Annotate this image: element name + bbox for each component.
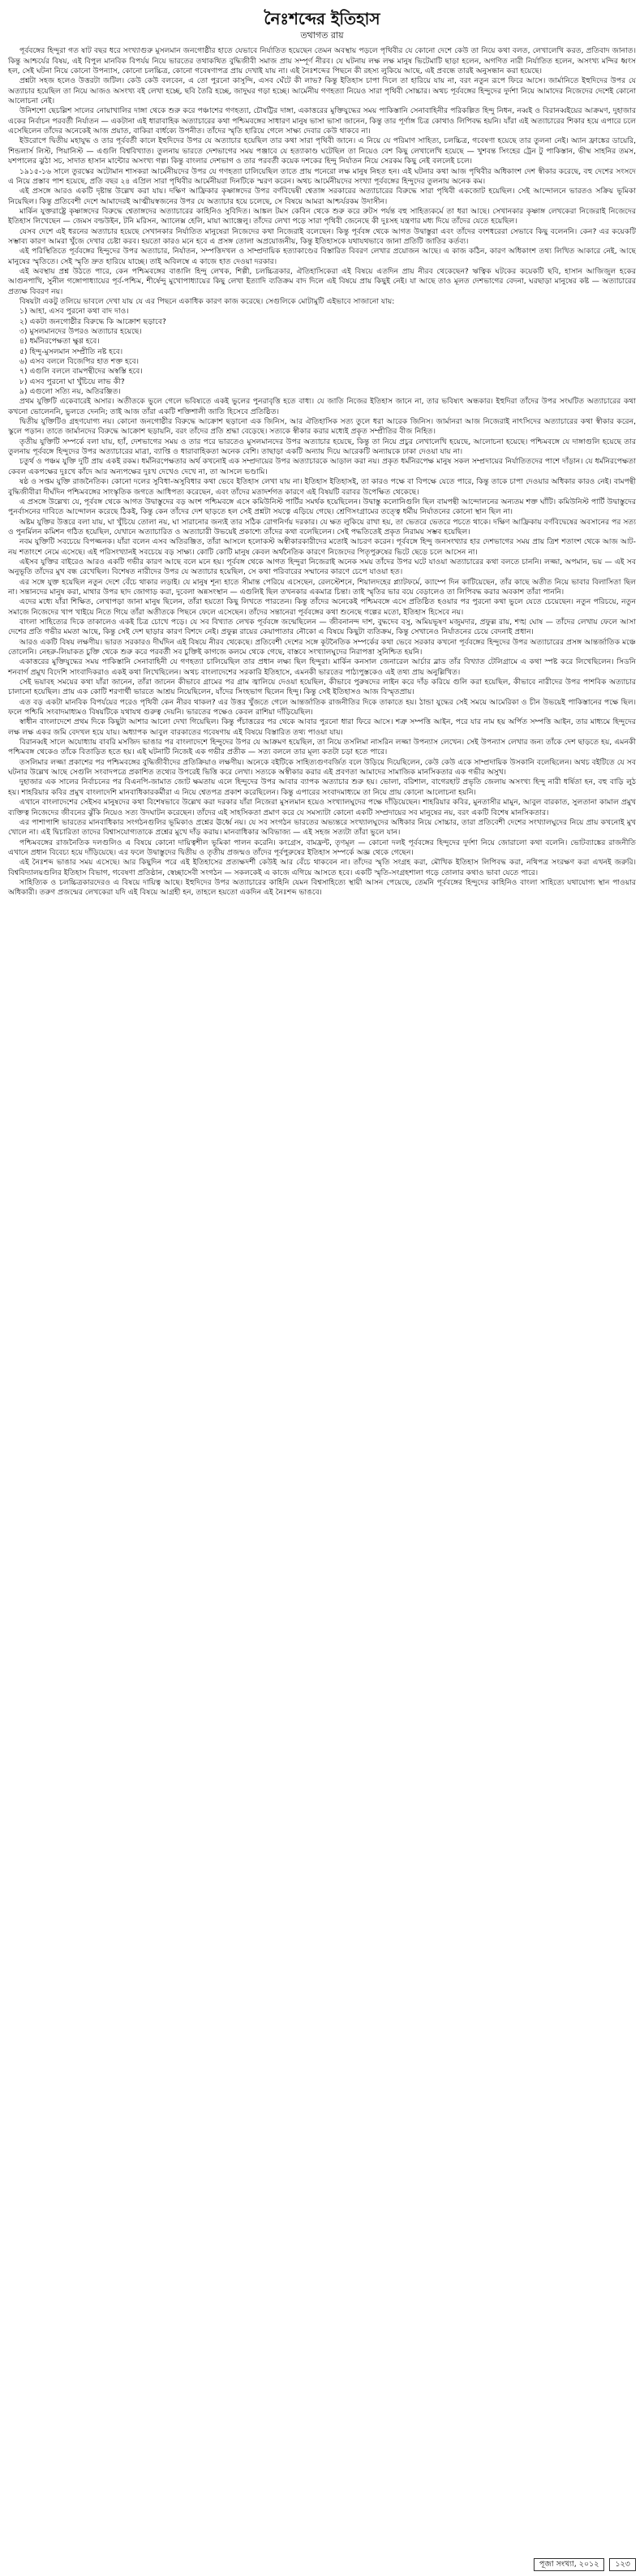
paragraph: দ্বিতীয় যুক্তিটিও গ্রহণযোগ্য নয়। কোনো জনগোষ্ঠীর বিরুদ্ধে আক্রোশ ছড়ানো এক জিনিস, আর ঐতিহাসিক সত্য তুলে ধরা আরেক জিনিস। জার্মানরা আজ নিজেরাই নাৎসিদের অত্যাচারের কথা স্বীকার করেন, স্কুলে পড়ান। তাতে জার্মানদের বিরুদ্ধে আক্রোশ ছড়ায়নি, বরং তাঁদের প্রতি শ্রদ্ধা বেড়েছে। সত্যকে স্বীকার করার মধ্যেই প্রকৃত সম্প্রীতির বীজ নিহিত। — [8, 417, 636, 437]
list-item: ৮) এসব পুরনো ঘা খুঁচিয়ে লাভ কী? — [19, 377, 125, 386]
paragraph: যেসব দেশে এই ধরনের অত্যাচার হয়েছে সেখানকার নির্যাতিত মানুষেরা নিজেদের কথা নিজেরাই বলেছেন। কিন্তু পূর্ববঙ্গ থেকে আগত উদ্বাস্তুরা এবং তাঁদের বংশধরেরা সেভাবে কিছু বলেননি। কেন? এর কয়েকটি সম্ভাব্য কারণ আমরা খুঁজে দেখার চেষ্টা করব। হয়তো কারও মনে হবে এ প্রসঙ্গ তোলা অপ্রয়োজনীয়, কিন্তু ইতিহাসকে যথাযথভাবে জানা প্রতিটি জাতির কর্তব্য। — [8, 226, 636, 246]
paragraph: এদের মধ্যে যাঁরা শিক্ষিত, লেখাপড়া জানা মানুষ ছিলেন, তাঁরা হয়তো কিছু লিখতে পারতেন। কিন্তু তাঁদের অনেকেই পশ্চিমবঙ্গে এসে প্রতিষ্ঠিত হওয়ার পর পুরনো কথা ভুলে যেতে চেয়েছেন। নতুন পরিচয়ে, নতুন সমাজে নিজেদের খাপ খাইয়ে নিতে গিয়ে তাঁরা অতীতকে পিছনে ফেলে এসেছেন। তাঁদের সন্তানেরা পূর্ববঙ্গের কথা শুনেছে গল্পের মতো, ইতিহাস হিসেবে নয়। — [8, 597, 636, 617]
paragraph: এই প্রসঙ্গে আরও একটি দৃষ্টান্ত উল্লেখ করা যায়। দক্ষিণ আফ্রিকার কৃষ্ণাঙ্গদের উপর বর্ণবিদ্বেষী শ্বেতাঙ্গ সরকারের অত্যাচারের বিরুদ্ধে সারা পৃথিবী একজোট হয়েছিল। সেই আন্দোলনে ভারতও সক্রিয় ভূমিকা নিয়েছিল। কিন্তু প্রতিবেশী দেশে আমাদেরই আত্মীয়স্বজনের উপর যে অত্যাচার হয়ে চলেছে, সে বিষয়ে আমরা আশ্চর্যরকম উদাসীন। — [8, 187, 636, 206]
paragraph: তৃতীয় যুক্তিটি সম্পর্কে বলা যায়, হ্যাঁ, দেশভাগের সময় ও তার পরে ভারতেও মুসলমানদের উপর অত্যাচার হয়েছে, কিন্তু তা নিয়ে প্রচুর লেখালেখি হয়েছে, আলোচনা হয়েছে। পশ্চিমবঙ্গে যে দাঙ্গাগুলি হয়েছে তার তুলনায় পূর্ববঙ্গে হিন্দুদের উপর অত্যাচারের মাত্রা, ব্যাপ্তি ও ধারাবাহিকতা অনেক বেশি। তাছাড়া একটি অন্যায় দিয়ে আরেকটি অন্যায়কে ঢাকা দেওয়া যায় না। — [8, 437, 636, 457]
list-item: ৫) হিন্দু-মুসলমান সম্প্রীতি নষ্ট হবে। — [19, 347, 123, 356]
list-item: ৩) মুসলমানদের উপরও অত্যাচার হয়েছে। — [19, 327, 142, 337]
paragraph: এই অবস্থায় প্রশ্ন উঠতে পারে, কেন পশ্চিমবঙ্গের বাঙালি হিন্দু লেখক, শিল্পী, চলচ্চিত্রকার, ঐতিহাসিকেরা এই বিষয়ে এতদিন প্রায় নীরব থেকেছেন? ঋত্বিক ঘটকের কয়েকটি ছবি, হাসান আজিজুল হকের আগুনপাখি, সুনীল গঙ্গোপাধ্যায়ের পূর্ব-পশ্চিম, শীর্ষেন্দু মুখোপাধ্যায়ের কিছু লেখা ইত্যাদি ব্যতিক্রম বাদ দিলে এই বিষয়ে প্রায় কিছুই নেই। যা আছে তাও মূলত দেশভাগের বেদনা, ঘরছাড়া মানুষের কষ্ট — অত্যাচারের প্রত্যক্ষ বিবরণ নয়। — [8, 266, 636, 296]
paragraph: ষষ্ঠ ও সপ্তম যুক্তি রাজনৈতিক। কোনো দলের সুবিধা-অসুবিধার কথা ভেবে ইতিহাস লেখা যায় না। ইতিহাস ইতিহাসই, তা কারও পক্ষে বা বিপক্ষে যেতে পারে, কিন্তু তাকে চাপা দেওয়ার অধিকার কারও নেই। বামপন্থী বুদ্ধিজীবীরা দীর্ঘদিন পশ্চিমবঙ্গের সাংস্কৃতিক জগতে আধিপত্য করেছেন, এবং তাঁদের মতাদর্শগত কারণে এই বিষয়টি বরাবর উপেক্ষিত থেকেছে। — [8, 477, 636, 497]
paragraph: এর পাশাপাশি ভারতের মানবাধিকার সংগঠনগুলির ভূমিকাও প্রশ্নের ঊর্ধ্বে নয়। যে সব সংগঠন ভারতের অভ্যন্তরে সংখ্যালঘুদের অধিকার নিয়ে সোচ্চার, তারা প্রতিবেশী দেশের সংখ্যালঘুদের নিয়ে প্রায় কখনোই মুখ খোলে না। এই দ্বিচারিতা তাদের বিশ্বাসযোগ্যতাকে প্রশ্নের মুখে দাঁড় করায়। মানবাধিকার অবিভাজ্য — এই সহজ সত্যটা তাঁরা ভুলে যান। — [8, 817, 636, 838]
paragraph: পশ্চিমবঙ্গের রাজনৈতিক দলগুলিও এ বিষয়ে কোনো দায়িত্বশীল ভূমিকা পালন করেনি। কংগ্রেস, বামফ্রন্ট, তৃণমূল — কোনো দলই পূর্ববঙ্গের হিন্দুদের দুর্দশা নিয়ে জোরালো কথা বলেনি। ভোটব্যাঙ্কের রাজনীতি এখানে প্রধান বিবেচ্য হয়ে দাঁড়িয়েছে। এর ফলে উদ্বাস্তুদের দ্বিতীয় ও তৃতীয় প্রজন্মও তাঁদের পূর্বপুরুষের ইতিহাস সম্পর্কে অজ্ঞ থেকে গেছেন। — [8, 838, 636, 857]
paragraph: পূর্ববঙ্গের হিন্দুরা গত ষাট বছর ধরে সংখ্যাগুরু মুসলমান জনগোষ্ঠীর হাতে যেভাবে নির্যাতিত হয়েছেন তেমন অবস্থায় পড়লে পৃথিবীর যে কোনো দেশে কেউ তা নিয়ে কথা বলত, লেখালেখি করত, প্রতিবাদ জানাত। কিন্তু আশ্চর্যের বিষয়, এই বিপুল মানবিক বিপর্যয় নিয়ে ভারতের তথাকথিত বুদ্ধিজীবী সমাজ প্রায় সম্পূর্ণ নীরব। যে ঘটনায় লক্ষ লক্ষ মানুষ ভিটেমাটি ছাড়া হলেন, অগণিত নারী নির্যাতিত হলেন, অসংখ্য মন্দির ধ্বংস হল, সেই ঘটনা নিয়ে কোনো উপন্যাস, কোনো চলচ্চিত্র, কোনো গবেষণাপত্র প্রায় দেখাই যায় না। এই নৈঃশব্দের পিছনে কী রহস্য লুকিয়ে আছে, এই প্রবন্ধে তারই অনুসন্ধান করা হয়েছে। — [8, 46, 636, 76]
paragraph: সেই ভয়াবহ সময়ের কথা যাঁরা জানেন, তাঁরা জানেন কীভাবে গ্রামের পর গ্রাম জ্বালিয়ে দেওয়া হয়েছিল, কীভাবে পুরুষদের লাইন করে দাঁড় করিয়ে গুলি করা হয়েছিল, কীভাবে নারীদের উপর পাশবিক অত্যাচার চালানো হয়েছিল। প্রায় এক কোটি শরণার্থী ভারতে আশ্রয় নিয়েছিলেন, যাঁদের সিংহভাগ ছিলেন হিন্দু। কিন্তু সেই ইতিহাসও আজ বিস্মৃতপ্রায়। — [8, 678, 636, 697]
publication-label: পূজা সংখ্যা, ২০১২ — [534, 2558, 605, 2571]
list-item: ৪) ধর্মনিরপেক্ষতা ক্ষুণ্ণ হবে। — [19, 337, 100, 347]
paragraph: মার্কিন যুক্তরাষ্ট্রে কৃষ্ণাঙ্গদের বিরুদ্ধে শ্বেতাঙ্গদের অত্যাচারের কাহিনিও সুবিদিত। আঙ্কল টমস কেবিন থেকে শুরু করে রুটস পর্যন্ত বহু সাহিত্যকর্মে তা ধরা আছে। সেখানকার কৃষ্ণাঙ্গ লেখকেরা নিজেরাই নিজেদের ইতিহাস লিখেছেন — জেমস বল্ডউইন, টনি মরিসন, অ্যালেক্স হেলি, মায়া অ্যাঞ্জেলু। তাঁদের লেখা পড়ে সারা পৃথিবী জেনেছে কী দুঃসহ যন্ত্রণার মধ্য দিয়ে তাঁদের যেতে হয়েছিল। — [8, 206, 636, 226]
paragraph: আরও একটি বিষয় লক্ষণীয়। ভারত সরকারও দীর্ঘদিন এই বিষয়ে নীরব থেকেছে। প্রতিবেশী দেশের সঙ্গে কূটনৈতিক সম্পর্কের কথা ভেবে সরকার কখনো পূর্ববঙ্গের হিন্দুদের উপর অত্যাচারের প্রসঙ্গ আন্তর্জাতিক মঞ্চে তোলেনি। নেহরু-লিয়াকত চুক্তি থেকে শুরু করে পরবর্তী সব চুক্তিই কাগজে কলমে থেকে গেছে, বাস্তবে সংখ্যালঘুদের নিরাপত্তা সুনিশ্চিত হয়নি। — [8, 637, 636, 657]
reasons-list — [8, 307, 636, 397]
paragraph: এর সঙ্গে যুক্ত হয়েছিল নতুন দেশে বেঁচে থাকার লড়াই। যে মানুষ শূন্য হাতে সীমান্ত পেরিয়ে এসেছেন, রেলস্টেশনে, শিয়ালদহের প্ল্যাটফর্মে, ক্যাম্পে দিন কাটিয়েছেন, তাঁর কাছে অতীত নিয়ে ভাবার বিলাসিতা ছিল না। সন্তানদের মানুষ করা, মাথার উপর ছাদ জোগাড় করা, দুবেলা অন্নসংস্থান — এগুলিই ছিল তখনকার একমাত্র চিন্তা। তাই স্মৃতির ভার বয়ে বেড়ালেও তা লিপিবদ্ধ করার অবকাশ তাঁরা পাননি। — [8, 577, 636, 597]
paragraph: একাত্তরের মুক্তিযুদ্ধের সময় পাকিস্তানি সেনাবাহিনী যে গণহত্যা চালিয়েছিল তার প্রধান লক্ষ্য ছিল হিন্দুরা। মার্কিন কনসাল জেনারেল আর্চার ব্লাড তাঁর বিখ্যাত টেলিগ্রামে এ কথা স্পষ্ট করে লিখেছিলেন। সিডনি শনবার্গ প্রমুখ বিদেশি সাংবাদিকরাও একই কথা লিখেছিলেন। অথচ বাংলাদেশের সরকারি ইতিহাসে, এমনকী ভারতের পাঠ্যপুস্তকেও এই তথ্য প্রায় অনুল্লিখিত। — [8, 657, 636, 677]
page-footer — [8, 2558, 636, 2571]
paragraph: বাংলা সাহিত্যের দিকে তাকালেও একই চিত্র চোখে পড়ে। যে সব বিখ্যাত লেখক পূর্ববঙ্গে জন্মেছিলেন — জীবনানন্দ দাশ, বুদ্ধদেব বসু, অমিয়ভূষণ মজুমদার, প্রফুল্ল রায়, শঙ্খ ঘোষ — তাঁদের লেখায় ফেলে আসা দেশের প্রতি গভীর মমতা আছে, কিন্তু সেই দেশ ছাড়ার কারণ বিশদে নেই। প্রফুল্ল রায়ের কেয়াপাতার নৌকো এ বিষয়ে কিছুটা ব্যতিক্রম, কিন্তু সেখানেও নির্যাতনের চেয়ে বেদনাই প্রধান। — [8, 617, 636, 637]
paragraph: এত বড় একটা মানবিক বিপর্যয়ের পরেও পৃথিবী কেন নীরব থাকল? এর উত্তর খুঁজতে গেলে আন্তর্জাতিক রাজনীতির দিকে তাকাতে হয়। ঠান্ডা যুদ্ধের সেই সময়ে আমেরিকা ও চীন উভয়েই পাকিস্তানের পক্ষে ছিল। ফলে পশ্চিমি সংবাদমাধ্যমও বিষয়টিকে যথাযথ গুরুত্ব দেয়নি। ভারতের পক্ষেও কেবল রাশিয়া দাঁড়িয়েছিল। — [8, 697, 636, 717]
paragraph: এই নৈঃশব্দ ভাঙার সময় এসেছে। আর কিছুদিন পরে এই ইতিহাসের প্রত্যক্ষদর্শী কেউই আর বেঁচে থাকবেন না। তাঁদের স্মৃতি সংগ্রহ করা, মৌখিক ইতিহাস লিপিবদ্ধ করা, নথিপত্র সংরক্ষণ করা এখনই জরুরি। বিশ্ববিদ্যালয়গুলির ইতিহাস বিভাগ, গবেষণা প্রতিষ্ঠান, স্বেচ্ছাসেবী সংগঠন — সকলকেই এ কাজে এগিয়ে আসতে হবে। একটি স্মৃতি-সংগ্রহশালা গড়ে তোলার কথাও ভাবা যেতে পারে। — [8, 858, 636, 877]
article-body — [8, 46, 636, 898]
paragraph: চতুর্থ ও পঞ্চম যুক্তি দুটি প্রায় একই রকম। ধর্মনিরপেক্ষতার অর্থ কখনোই এক সম্প্রদায়ের উপর অত্যাচারকে আড়াল করা নয়। প্রকৃত ধর্মনিরপেক্ষ মানুষ সকল সম্প্রদায়ের নির্যাতিতদের পাশে দাঁড়ান। যে ধর্মনিরপেক্ষতা কেবল একপক্ষের দুঃখে কাঁদে আর অন্যপক্ষের দুঃখ দেখেও দেখে না, তা আসলে ভণ্ডামি। — [8, 457, 636, 476]
paragraph: এ প্রসঙ্গে উল্লেখ্য যে, পূর্ববঙ্গ থেকে আগত উদ্বাস্তুদের বড় অংশ পশ্চিমবঙ্গে এসে কমিউনিস্ট পার্টির সমর্থক হয়েছিলেন। উদ্বাস্তু কলোনিগুলি ছিল বামপন্থী আন্দোলনের অন্যতম শক্ত ঘাঁটি। কমিউনিস্ট পার্টি উদ্বাস্তুদের পুনর্বাসনের দাবিতে আন্দোলন করেছে ঠিকই, কিন্তু কেন তাঁদের দেশ ছাড়তে হল সেই প্রশ্নটা সযত্নে এড়িয়ে গেছে। শ্রেণিসংগ্রামের তত্ত্বে ধর্মীয় নির্যাতনের কোনো স্থান ছিল না। — [8, 497, 636, 517]
paragraph: প্রশ্নটা সহজ হলেও উত্তরটা জটিল। কেউ কেউ বলবেন, এ তো পুরনো কাসুন্দি, এসব ঘেঁটে কী লাভ? কিন্তু ইতিহাস চাপা দিলে তা হারিয়ে যায় না, বরং নতুন রূপে ফিরে আসে। জার্মানিতে ইহুদিদের উপর যে অত্যাচার হয়েছিল তা নিয়ে আজও অসংখ্য বই লেখা হচ্ছে, ছবি তৈরি হচ্ছে, জাদুঘর গড়া হচ্ছে। আর্মেনীয় গণহত্যা নিয়েও সারা পৃথিবী সোচ্চার। অথচ পূর্ববঙ্গের হিন্দুদের দুর্দশা নিয়ে আমাদের নিজেদের দেশেই কোনো আলোচনা নেই। — [8, 76, 636, 106]
list-item: ২) একটা জনগোষ্ঠীর বিরুদ্ধে কি আক্রোশ ছড়াবে? — [19, 317, 166, 326]
paragraph: উনিশশো ছেচল্লিশ সালের নোয়াখালির দাঙ্গা থেকে শুরু করে পঞ্চাশের গণহত্যা, চৌষট্টির দাঙ্গা, একাত্তরের মুক্তিযুদ্ধের সময় পাকিস্তানি সেনাবাহিনীর পরিকল্পিত হিন্দু নিধন, নব্বই ও বিরানব্বইয়ের আক্রমণ, দুহাজার একের নির্বাচন পরবর্তী নির্যাতন — একটানা এই ধারাবাহিক অত্যাচারের কথা পশ্চিমবঙ্গের সাধারণ মানুষ ভাসা ভাসা জানেন, কিন্তু তার পূর্ণাঙ্গ চিত্র কোথাও লিপিবদ্ধ হয়নি। যাঁরা এই অত্যাচারের শিকার হয়ে এপারে চলে এসেছিলেন তাঁদের অনেকেই আজ প্রয়াত, বাকিরা বার্ধক্যে উপনীত। তাঁদের স্মৃতি হারিয়ে গেলে সাক্ষ্য দেবার কেউ থাকবে না। — [8, 106, 636, 136]
question-intro: বিষয়টা একটু তলিয়ে ভাবলে দেখা যায় যে এর পিছনে একাধিক কারণ কাজ করেছে। সেগুলিকে মোটামুটি এইভাবে সাজানো যায়: — [19, 296, 395, 306]
paragraph: এই পরিস্থিতিতে পূর্ববঙ্গের হিন্দুদের উপর অত্যাচার, নির্যাতন, সম্পত্তিদখল ও সাম্প্রদায়িক হত্যাকাণ্ডের বিস্তারিত বিবরণ লেখার প্রয়োজন আছে। এ কাজ কঠিন, কারণ অধিকাংশ তথ্য লিখিত আকারে নেই, আছে মানুষের স্মৃতিতে। সেই স্মৃতি দ্রুত হারিয়ে যাচ্ছে। তাই অবিলম্বে এ কাজে হাত দেওয়া দরকার। — [8, 247, 636, 266]
list-item: ৭) এগুলি বললে বামপন্থীদের অস্বস্তি হবে। — [19, 367, 143, 377]
paragraph: তসলিমার লজ্জা প্রকাশের পর পশ্চিমবঙ্গের বুদ্ধিজীবীদের প্রতিক্রিয়াও লক্ষণীয়। অনেকে বইটিকে সাহিত্যগুণবর্জিত বলে উড়িয়ে দিয়েছিলেন, কেউ কেউ একে সাম্প্রদায়িক উসকানি বলেছিলেন। অথচ বইটিতে যে সব ঘটনার উল্লেখ আছে সেগুলি সংবাদপত্রে প্রকাশিত তথ্যের উপরেই ভিত্তি করে লেখা। সত্যকে অস্বীকার করার এই প্রবণতা আমাদের সামাজিক মানসিকতার এক গভীর অসুখ। — [8, 757, 636, 778]
page-number: ১২৩ — [609, 2558, 636, 2571]
paragraph: দুহাজার এক সালের নির্বাচনের পর বিএনপি-জামাত জোট ক্ষমতায় এলে হিন্দুদের উপর আবার ব্যাপক অত্যাচার শুরু হয়। ভোলা, বরিশাল, বাগেরহাট প্রভৃতি জেলায় অসংখ্য হিন্দু নারী ধর্ষিতা হন, বহু বাড়ি লুঠ হয়। শাহরিয়ার কবির প্রমুখ বাংলাদেশি মানবাধিকারকর্মীরা এ নিয়ে শ্বেতপত্র প্রকাশ করেছিলেন। কিন্তু এপারের সংবাদমাধ্যমে তা নিয়ে প্রায় কোনো আলোচনা হয়নি। — [8, 778, 636, 797]
list-item: ৬) এসব বললে বিজেপির হাত শক্ত হবে। — [19, 357, 139, 367]
article-author: তথাগত রায় — [300, 30, 344, 41]
paragraph: সাহিত্যিক ও চলচ্চিত্রকারদেরও এ বিষয়ে দায়িত্ব আছে। ইহুদিদের উপর অত্যাচারের কাহিনি যেমন বিশ্বসাহিত্যে স্থায়ী আসন পেয়েছে, তেমনি পূর্ববঙ্গের হিন্দুদের কাহিনিও বাংলা সাহিত্যে যথাযোগ্য স্থান পাওয়ার অধিকারী। তরুণ প্রজন্মের লেখকেরা যদি এই বিষয়ে আগ্রহী হন, তাহলে হয়তো একদিন এই নৈঃশব্দ ভাঙবে। — [8, 877, 636, 898]
paragraph: অষ্টম যুক্তির উত্তরে বলা যায়, ঘা খুঁচিয়ে তোলা নয়, ঘা সারানোর জন্যই তার সঠিক রোগনির্ণয় দরকার। যে ক্ষত লুকিয়ে রাখা হয়, তা ভেতরে ভেতরে পচতে থাকে। দক্ষিণ আফ্রিকায় বর্ণবিদ্বেষের অবসানের পর সত্য ও পুনর্মিলন কমিশন গঠিত হয়েছিল, যেখানে অত্যাচারিত ও অত্যাচারী উভয়েই প্রকাশ্যে তাঁদের কথা বলেছিলেন। সেই পদ্ধতিতেই প্রকৃত নিরাময় সম্ভব হয়েছিল। — [8, 517, 636, 536]
article-title: নৈঃশব্দের ইতিহাস — [264, 9, 380, 28]
paragraph: ইউরোপে দ্বিতীয় মহাযুদ্ধ ও তার পূর্ববর্তী কালে ইহুদিদের উপর যে অত্যাচার হয়েছিল তার কথা সারা পৃথিবী জানে। এ নিয়ে যে পরিমাণ সাহিত্য, চলচ্চিত্র, গবেষণা হয়েছে তার তুলনা নেই। অ্যান ফ্রাঙ্কের ডায়েরি, শিন্ডলার্স লিস্ট, পিয়ানিস্ট — এগুলি বিশ্ববিখ্যাত। তুলনায় ভারতে দেশভাগের সময় পঞ্জাবে যে হত্যাকাণ্ড ঘটেছিল তা নিয়েও বেশ কিছু লেখালেখি হয়েছে — খুশবন্ত সিংহের ট্রেন টু পাকিস্তান, ভীষ্ম সাহনির তমস, যশপালের ঝুঠা সচ, সাদাত হাসান মান্টোর অসংখ্য গল্প। কিন্তু বাংলার দেশভাগ ও তার পরবর্তী কয়েক দশকের হিন্দু নির্যাতন নিয়ে সেরকম কিছু নেই বললেই চলে। — [8, 136, 636, 166]
list-item: ৯) এগুলো সত্যি নয়, অতিরঞ্জিত। — [19, 387, 121, 397]
paragraph: নবম যুক্তিটি সবচেয়ে বিপজ্জনক। যাঁরা বলেন এসব অতিরঞ্জিত, তাঁরা আসলে হলোকস্ট অস্বীকারকারীদের মতোই আচরণ করেন। পূর্ববঙ্গে হিন্দু জনসংখ্যার হার দেশভাগের সময় প্রায় ত্রিশ শতাংশ থেকে আজ আট-নয় শতাংশে নেমে এসেছে। এই পরিসংখ্যানই সবচেয়ে বড় সাক্ষ্য। কোটি কোটি মানুষ কেবল অর্থনৈতিক কারণে নিজেদের পিতৃপুরুষের ভিটে ছেড়ে চলে আসেন না। — [8, 537, 636, 557]
paragraph: এখানে বাংলাদেশের সেইসব মানুষদের কথা বিশেষভাবে উল্লেখ করা দরকার যাঁরা নিজেরা মুসলমান হয়েও সংখ্যালঘুদের পক্ষে দাঁড়িয়েছেন। শাহরিয়ার কবির, মুনতাসীর মামুন, আবুল বারকাত, সুলতানা কামাল প্রমুখ ব্যক্তিত্ব নিজেদের জীবনের ঝুঁকি নিয়েও সত্য উদঘাটন করেছেন। তাঁদের এই সাহসিকতা প্রমাণ করে যে সমস্যাটা কোনো একটি সম্প্রদায়ের সব মানুষের নয়, বরং একটি বিশেষ মানসিকতার। — [8, 798, 636, 817]
paragraph: প্রথম যুক্তিটি একেবারেই অসার। অতীতকে ভুলে গেলে ভবিষ্যতে একই ভুলের পুনরাবৃত্তি হতে বাধ্য। যে জাতি নিজের ইতিহাস জানে না, তার ভবিষ্যৎ অন্ধকার। ইহুদিরা তাঁদের উপর সংঘটিত অত্যাচারের কথা কখনো ভোলেননি, ভুলতে দেননি; তাই আজ তাঁরা একটি শক্তিশালী জাতি হিসেবে প্রতিষ্ঠিত। — [8, 397, 636, 416]
paragraph: বিরানব্বই সালে অযোধ্যায় বাবরি মসজিদ ভাঙার পর বাংলাদেশে হিন্দুদের উপর যে আক্রমণ হয়েছিল, তা নিয়ে তসলিমা নাসরিন লজ্জা উপন্যাস লেখেন। সেই উপন্যাস লেখার জন্য তাঁকে দেশ ছাড়তে হয়, এমনকী পশ্চিমবঙ্গ থেকেও তাঁকে বিতাড়িত হতে হয়। এই ঘটনাটি নিজেই এক গভীর প্রতীক — সত্য বললে তার মূল্য কতটা চড়া হতে পারে। — [8, 738, 636, 757]
paragraph: এইসব যুক্তির বাইরেও আরও একটি গভীর কারণ আছে বলে মনে হয়। পূর্ববঙ্গ থেকে আগত হিন্দুরা নিজেরাই অনেক সময় তাঁদের উপর ঘটে যাওয়া অত্যাচারের কথা বলতে চাননি। লজ্জা, অপমান, ভয় — এই সব অনুভূতি তাঁদের মুখ বন্ধ রেখেছিল। বিশেষত নারীদের উপর যে অত্যাচার হয়েছিল, সে কথা পরিবারের সম্মানের কারণে চেপে যাওয়া হত। — [8, 557, 636, 577]
paragraph: স্বাধীন বাংলাদেশে প্রথম দিকে কিছুটা আশার আলো দেখা গিয়েছিল। কিন্তু পঁচাত্তরের পর থেকে আবার পুরনো ধারা ফিরে আসে। শত্রু সম্পত্তি আইন, পরে যার নাম হয় অর্পিত সম্পত্তি আইন, তার মাধ্যমে হিন্দুদের লক্ষ লক্ষ একর জমি বেদখল হয়ে যায়। অধ্যাপক আবুল বারকাতের গবেষণায় এই বিষয়ে বিস্তারিত তথ্য পাওয়া যায়। — [8, 717, 636, 737]
paragraph: ১৯১৫-১৬ সালে তুরস্কের অটোমান শাসকরা আর্মেনীয়দের উপর যে গণহত্যা চালিয়েছিল তাতে প্রায় পনেরো লক্ষ মানুষ নিহত হন। এই ঘটনার কথা আজ পৃথিবীর অধিকাংশ দেশ স্বীকার করেছে, বহু দেশের সংসদে এ নিয়ে প্রস্তাব পাশ হয়েছে, প্রতি বছর ২৪ এপ্রিল সারা পৃথিবীর আর্মেনীয়রা দিনটিকে স্মরণ করেন। অথচ আর্মেনীয়দের সংখ্যা পূর্ববঙ্গের হিন্দুদের তুলনায় অনেক কম। — [8, 166, 636, 186]
list-item: ১) আহা, এসব পুরনো কথা বাদ দাও। — [19, 307, 129, 317]
